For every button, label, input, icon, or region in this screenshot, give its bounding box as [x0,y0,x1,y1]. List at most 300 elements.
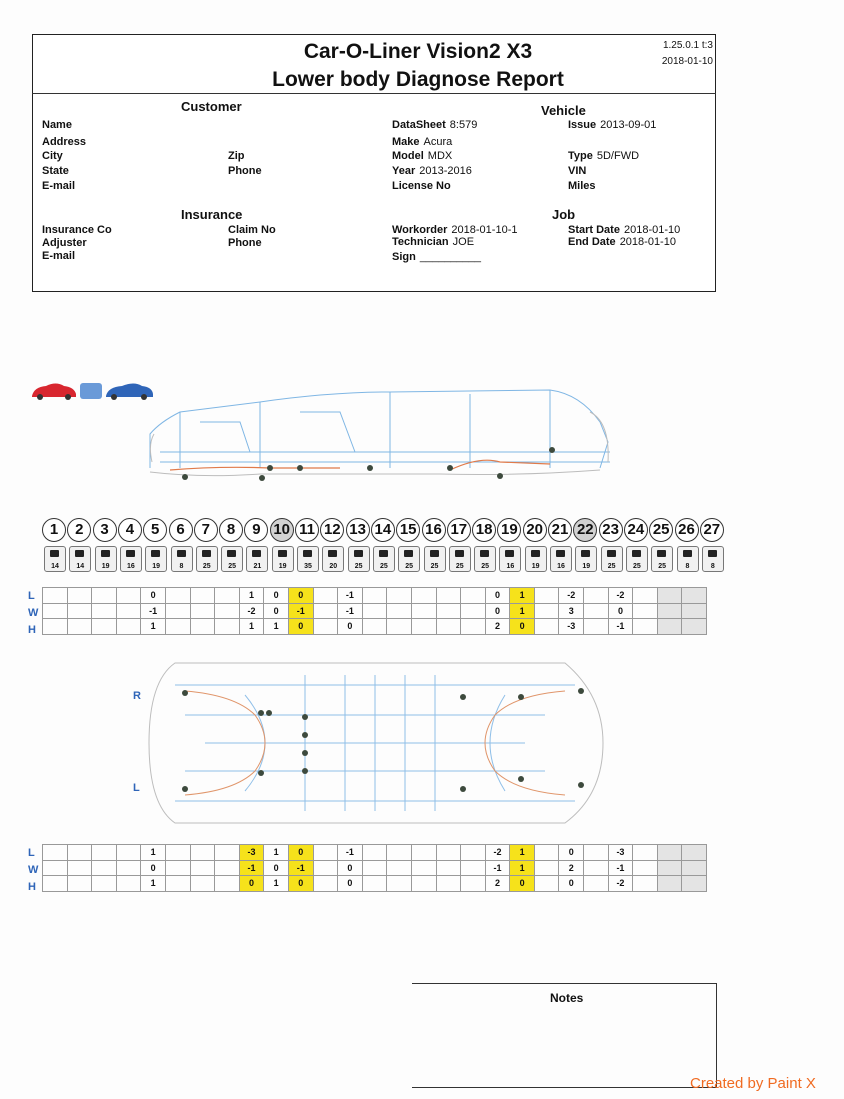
table-cell [633,588,658,604]
table-cell: -1 [288,603,313,619]
workorder-field: Workorder 2018-01-10-1 [392,224,518,236]
table-cell [67,588,92,604]
top-measurement-table [42,587,707,635]
table-cell [116,845,141,861]
table-cell [534,619,559,635]
tool-number: 8 [179,563,184,570]
tool-number: 25 [455,563,464,570]
table-cell [682,619,707,635]
tool-icon-6 [171,546,193,572]
point-number-17: 17 [447,518,471,542]
table-cell [215,588,240,604]
table-cell: 0 [288,588,313,604]
point-number-12: 12 [320,518,344,542]
table-cell: 1 [510,588,535,604]
point-number-21: 21 [548,518,572,542]
car-o-liner-logo [30,377,154,401]
tool-glyph-icon [151,550,160,557]
tool-glyph-icon [252,550,261,557]
table-cell [67,876,92,892]
table-cell [313,619,338,635]
table-cell: 0 [338,619,363,635]
tool-number: 19 [278,563,287,570]
table-cell: 0 [559,845,584,861]
table-cell [92,588,117,604]
table-cell: -1 [338,603,363,619]
point-number-13: 13 [346,518,370,542]
point-number-3: 3 [93,518,117,542]
table-cell [584,619,609,635]
table-cell [633,860,658,876]
table-cell [116,876,141,892]
table-cell [584,588,609,604]
tool-number: 14 [51,563,59,570]
table-cell: -1 [608,619,633,635]
tool-glyph-icon [657,550,666,557]
table-cell: -1 [485,860,510,876]
table-cell [461,845,486,861]
point-number-6: 6 [169,518,193,542]
tool-icon-1 [44,546,66,572]
table-cell [362,619,387,635]
tool-icon-14 [373,546,395,572]
tool-number: 20 [329,563,338,570]
insurance-company-label: Insurance Co [42,224,112,236]
table-cell [534,588,559,604]
table-cell [633,876,658,892]
right-side-label: R [133,690,141,702]
watermark-text: Created by Paint X [690,1075,816,1092]
table-cell [633,603,658,619]
table-cell [461,876,486,892]
tool-glyph-icon [430,550,439,557]
table-cell [682,876,707,892]
tool-number: 25 [607,563,616,570]
point-number-9: 9 [244,518,268,542]
tool-icon-19 [499,546,521,572]
point-number-25: 25 [649,518,673,542]
table-cell: -1 [288,860,313,876]
tool-icon-4 [120,546,142,572]
notes-bottom-rule [412,1087,717,1088]
end-date-field: End Date 2018-01-10 [568,236,676,248]
tool-icon-5 [145,546,167,572]
tool-number: 19 [101,563,110,570]
table-cell [215,845,240,861]
table-cell: 1 [239,588,264,604]
table-cell [67,845,92,861]
customer-email-label: E-mail [42,180,76,192]
vehicle-side-view-diagram [140,382,620,494]
table-cell [116,619,141,635]
issue-field: Issue 2013-09-01 [568,119,657,131]
tool-glyph-icon [455,550,464,557]
table-cell [387,619,412,635]
table-cell [436,619,461,635]
software-version: 1.25.0.1 t:3 [662,40,713,51]
tool-glyph-icon [202,550,211,557]
start-date-field: Start Date 2018-01-10 [568,224,681,236]
table-cell [165,876,190,892]
table-cell: -1 [608,860,633,876]
technician-field: Technician JOE [392,236,475,248]
table-cell: 2 [485,619,510,635]
table-cell [584,603,609,619]
tool-number: 25 [202,563,211,570]
tool-icon-12 [322,546,344,572]
tool-number: 25 [481,563,489,570]
tool-icon-22 [575,546,597,572]
table-cell [387,588,412,604]
point-number-1: 1 [42,518,66,542]
table-cell: 1 [510,603,535,619]
insurance-email-label: E-mail [42,250,76,262]
table-cell: 1 [141,876,166,892]
top-row-label-h: H [28,624,36,636]
point-number-11: 11 [295,518,319,542]
table-cell [387,603,412,619]
tool-glyph-icon [303,550,312,557]
tool-glyph-icon [505,550,514,557]
table-cell: -2 [608,588,633,604]
table-cell [215,860,240,876]
table-cell [436,603,461,619]
table-cell [92,876,117,892]
table-cell [584,876,609,892]
table-cell: 2 [485,876,510,892]
table-cell: -2 [485,845,510,861]
customer-state-label: State [42,165,69,177]
table-cell [682,588,707,604]
insurance-heading: Insurance [181,207,243,222]
table-cell [411,603,436,619]
tool-icon-20 [525,546,547,572]
tool-glyph-icon [632,550,641,557]
tool-icon-11 [297,546,319,572]
table-cell [411,876,436,892]
table-cell [215,619,240,635]
customer-heading: Customer [181,99,242,114]
top-row-label-l: L [28,590,35,602]
license-label: License No [392,180,451,192]
table-cell [92,603,117,619]
tool-icon-7 [196,546,218,572]
table-cell [411,619,436,635]
table-cell: 0 [485,603,510,619]
table-cell [67,619,92,635]
table-row [43,845,707,861]
table-cell [43,860,68,876]
table-cell: 3 [559,603,584,619]
type-field: Type 5D/FWD [568,150,640,162]
point-number-24: 24 [624,518,648,542]
table-cell [92,860,117,876]
table-cell [165,588,190,604]
table-cell [190,619,215,635]
bottom-measurement-table [42,844,707,892]
table-row [43,603,707,619]
table-cell [215,603,240,619]
table-cell [215,876,240,892]
tool-icon-25 [651,546,673,572]
tool-icon-27 [702,546,724,572]
table-cell [682,860,707,876]
table-cell: 0 [510,876,535,892]
table-cell [116,588,141,604]
tool-number: 35 [304,563,312,570]
point-number-15: 15 [396,518,420,542]
table-cell [116,860,141,876]
claim-label: Claim No [228,224,276,236]
table-cell: 1 [141,619,166,635]
table-cell: 1 [510,845,535,861]
table-cell [43,619,68,635]
table-cell [436,876,461,892]
point-number-22: 22 [573,518,597,542]
report-date: 2018-01-10 [661,56,713,67]
table-cell: 0 [264,603,289,619]
table-cell: 1 [264,876,289,892]
table-cell [657,876,682,892]
report-title-line1: Car-O-Liner Vision2 X3 [303,40,533,63]
tool-glyph-icon [581,550,590,557]
tool-icon-24 [626,546,648,572]
tool-glyph-icon [379,550,388,557]
table-cell [584,860,609,876]
tool-glyph-icon [480,550,489,557]
tool-number: 8 [685,563,690,570]
tool-icon-9 [246,546,268,572]
table-cell: -2 [559,588,584,604]
table-cell: 0 [239,876,264,892]
measuring-point-numbers [42,518,722,546]
table-cell [657,588,682,604]
bottom-row-label-l: L [28,847,35,859]
point-number-5: 5 [143,518,167,542]
datasheet-field: DataSheet 8:579 [392,119,478,131]
table-cell [190,860,215,876]
table-cell [682,603,707,619]
table-cell [190,876,215,892]
customer-phone-label: Phone [228,165,262,177]
tool-icon-3 [95,546,117,572]
table-cell [657,845,682,861]
point-number-8: 8 [219,518,243,542]
table-cell: 1 [264,619,289,635]
tool-glyph-icon [328,550,337,557]
table-cell [657,619,682,635]
tool-number: 25 [405,563,414,570]
table-cell: 0 [338,876,363,892]
table-cell [682,845,707,861]
tool-icon-10 [272,546,294,572]
table-cell [387,876,412,892]
tool-number: 16 [126,563,135,570]
tool-number: 16 [557,563,565,570]
table-cell [190,588,215,604]
tool-icon-13 [348,546,370,572]
point-number-16: 16 [422,518,446,542]
tool-icon-16 [424,546,446,572]
tool-glyph-icon [531,550,540,557]
table-cell [411,588,436,604]
table-cell [534,860,559,876]
tool-number: 19 [531,563,540,570]
table-cell: -3 [239,845,264,861]
table-cell [436,588,461,604]
bottom-row-label-h: H [28,881,36,893]
table-cell [67,860,92,876]
table-cell [411,860,436,876]
table-cell [92,619,117,635]
tool-number: 25 [632,563,641,570]
customer-name-label: Name [42,119,72,131]
table-row [43,619,707,635]
table-cell [43,588,68,604]
tool-icon-18 [474,546,496,572]
miles-label: Miles [568,180,596,192]
table-row [43,588,707,604]
make-field: Make Acura [392,136,453,148]
tool-icon-15 [398,546,420,572]
table-cell: 2 [559,860,584,876]
tool-number: 25 [354,563,363,570]
table-cell [313,588,338,604]
point-number-4: 4 [118,518,142,542]
tool-number: 25 [658,563,667,570]
table-cell [165,860,190,876]
table-cell [657,860,682,876]
tool-number: 21 [253,563,262,570]
table-cell [633,619,658,635]
table-cell [165,603,190,619]
table-cell: -1 [141,603,166,619]
table-cell [387,860,412,876]
left-side-label: L [133,782,140,794]
table-cell: -3 [608,845,633,861]
tool-glyph-icon [354,550,363,557]
table-cell [313,860,338,876]
table-cell [92,845,117,861]
table-cell: -1 [239,860,264,876]
tool-number: 25 [430,563,439,570]
job-heading: Job [552,207,576,222]
tool-number: 8 [710,563,715,570]
table-cell [534,845,559,861]
table-cell: 1 [239,619,264,635]
sign-field: Sign __________ [392,251,482,263]
table-cell [313,876,338,892]
table-cell [461,619,486,635]
table-cell [633,845,658,861]
measuring-tool-icons [42,546,722,574]
tool-glyph-icon [556,550,565,557]
customer-city-label: City [42,150,63,162]
table-cell [190,603,215,619]
point-number-14: 14 [371,518,395,542]
point-number-19: 19 [497,518,521,542]
table-cell [461,603,486,619]
table-cell [362,860,387,876]
table-cell: 0 [559,876,584,892]
table-cell [67,603,92,619]
vin-label: VIN [568,165,587,177]
tool-glyph-icon [101,550,110,557]
tool-glyph-icon [607,550,616,557]
table-cell [362,845,387,861]
point-number-7: 7 [194,518,218,542]
table-cell [387,845,412,861]
tool-number: 14 [76,563,85,570]
table-cell: -2 [239,603,264,619]
table-cell [43,845,68,861]
table-row [43,860,707,876]
table-row [43,876,707,892]
table-cell [411,845,436,861]
point-number-27: 27 [700,518,724,542]
point-number-20: 20 [523,518,547,542]
table-cell: 1 [141,845,166,861]
tool-icon-17 [449,546,471,572]
table-cell [584,845,609,861]
table-cell: 0 [510,619,535,635]
tool-number: 25 [228,563,236,570]
table-cell [534,876,559,892]
model-field: Model MDX [392,150,453,162]
tool-icon-26 [677,546,699,572]
point-number-26: 26 [675,518,699,542]
table-cell: 0 [288,619,313,635]
tool-glyph-icon [75,550,84,557]
vehicle-underbody-diagram [145,655,605,830]
table-cell: 0 [141,860,166,876]
top-row-label-w: W [28,607,39,619]
point-number-23: 23 [599,518,623,542]
table-cell [165,845,190,861]
tool-glyph-icon [126,550,135,557]
tool-glyph-icon [177,550,186,557]
table-cell [313,845,338,861]
table-cell: 1 [510,860,535,876]
table-cell: -1 [338,845,363,861]
tool-number: 16 [506,563,515,570]
year-field: Year 2013-2016 [392,165,472,177]
table-cell [43,876,68,892]
tool-icon-2 [69,546,91,572]
table-cell: 0 [141,588,166,604]
table-cell [461,588,486,604]
table-cell [165,619,190,635]
tool-number: 25 [379,563,388,570]
table-cell: 0 [608,603,633,619]
insurance-phone-label: Phone [228,237,262,249]
vehicle-heading: Vehicle [541,103,586,118]
table-cell [436,845,461,861]
tool-icon-21 [550,546,572,572]
table-cell [43,603,68,619]
table-cell [436,860,461,876]
table-cell: 0 [264,588,289,604]
table-cell [362,588,387,604]
tool-glyph-icon [683,550,692,557]
table-cell [362,876,387,892]
tool-number: 19 [582,563,591,570]
point-number-10: 10 [270,518,294,542]
report-title-line2: Lower body Diagnose Report [272,68,564,91]
tool-glyph-icon [227,550,236,557]
table-cell: 0 [485,588,510,604]
tool-icon-8 [221,546,243,572]
